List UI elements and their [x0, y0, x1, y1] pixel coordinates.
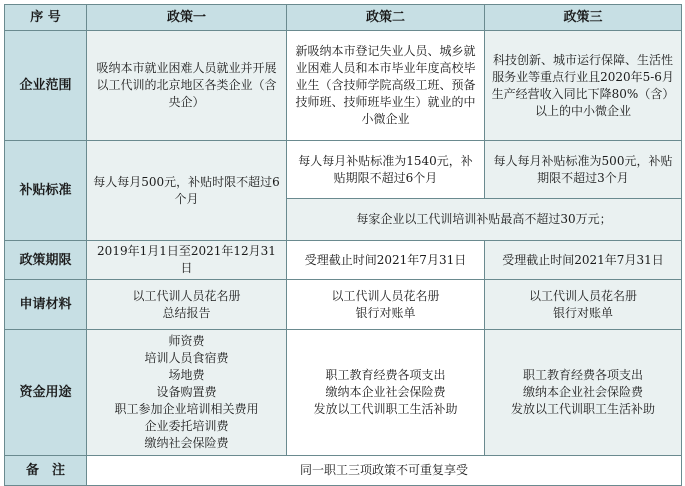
row-policy-period [5, 241, 682, 280]
usage-item: 发放以工代训职工生活补助 [510, 402, 655, 416]
row-fund-usage [5, 330, 682, 456]
usage-item: 职工参加企业培训相关费用 [114, 402, 259, 416]
header-policy-1: 政策一 [87, 5, 287, 31]
row-application-materials [5, 280, 682, 330]
materials-item: 银行对账单 [355, 305, 416, 320]
usage-item: 场地费 [168, 368, 205, 382]
scope-policy-1: 吸纳本市就业困难人员就业并开展以工代训的北京地区各类企业（含央企） [87, 31, 287, 141]
row-label-period: 政策期限 [5, 241, 87, 280]
usage-policy-3 [485, 330, 682, 456]
subsidy-policy-1: 每人每月500元，补贴时限不超过6个月 [87, 141, 287, 241]
usage-item: 职工教育经费各项支出 [522, 368, 643, 382]
usage-item: 缴纳本企业社会保险费 [522, 385, 643, 399]
scope-policy-3: 科技创新、城市运行保障、生活性服务业等重点行业且2020年5-6月生产经营收入同比下降80%（含）以上的中小微企业 [485, 31, 682, 141]
row-label-usage: 资金用途 [5, 330, 87, 456]
row-label-remarks: 备 注 [5, 456, 87, 486]
usage-item: 缴纳社会保险费 [144, 436, 229, 450]
materials-item: 以工代训人员花名册 [331, 288, 440, 303]
usage-policy-1 [87, 330, 287, 456]
subsidy-policy-3: 每人每月补贴标准为500元，补贴期限不超过3个月 [485, 141, 682, 199]
row-remarks [5, 456, 682, 486]
subsidy-policy-2: 每人每月补贴标准为1540元，补贴期限不超过6个月 [287, 141, 485, 199]
row-label-materials: 申请材料 [5, 280, 87, 330]
remarks-text: 同一职工三项政策不可重复享受 [87, 456, 682, 486]
usage-item: 发放以工代训职工生活补助 [313, 402, 458, 416]
usage-item: 职工教育经费各项支出 [325, 368, 446, 382]
header-policy-2: 政策二 [287, 5, 485, 31]
materials-policy-2 [287, 280, 485, 330]
materials-policy-3 [485, 280, 682, 330]
usage-item: 缴纳本企业社会保险费 [325, 385, 446, 399]
header-policy-3: 政策三 [485, 5, 682, 31]
period-policy-1: 2019年1月1日至2021年12月31日 [87, 241, 287, 280]
row-label-subsidy: 补贴标准 [5, 141, 87, 241]
usage-item: 企业委托培训费 [144, 419, 229, 433]
header-serial: 序 号 [5, 5, 87, 31]
usage-policy-2 [287, 330, 485, 456]
period-policy-3: 受理截止时间2021年7月31日 [485, 241, 682, 280]
row-subsidy-standard-a [5, 141, 682, 199]
period-policy-2: 受理截止时间2021年7月31日 [287, 241, 485, 280]
usage-item: 培训人员食宿费 [144, 351, 229, 365]
usage-item: 设备购置费 [156, 385, 217, 399]
scope-policy-2: 新吸纳本市登记失业人员、城乡就业困难人员和本市毕业年度高校毕业生（含技师学院高级工班、预备技师班、技师班毕业生）就业的中小微企业 [287, 31, 485, 141]
materials-item: 总结报告 [162, 305, 211, 320]
usage-item: 师资费 [168, 334, 205, 348]
subsidy-cap: 每家企业以工代训培训补贴最高不超过30万元； [287, 199, 682, 241]
policy-comparison-table [4, 4, 682, 486]
materials-item: 银行对账单 [552, 305, 613, 320]
materials-policy-1 [87, 280, 287, 330]
row-enterprise-scope [5, 31, 682, 141]
header-row [5, 5, 682, 31]
materials-item: 以工代训人员花名册 [132, 288, 241, 303]
row-label-scope: 企业范围 [5, 31, 87, 141]
materials-item: 以工代训人员花名册 [528, 288, 637, 303]
